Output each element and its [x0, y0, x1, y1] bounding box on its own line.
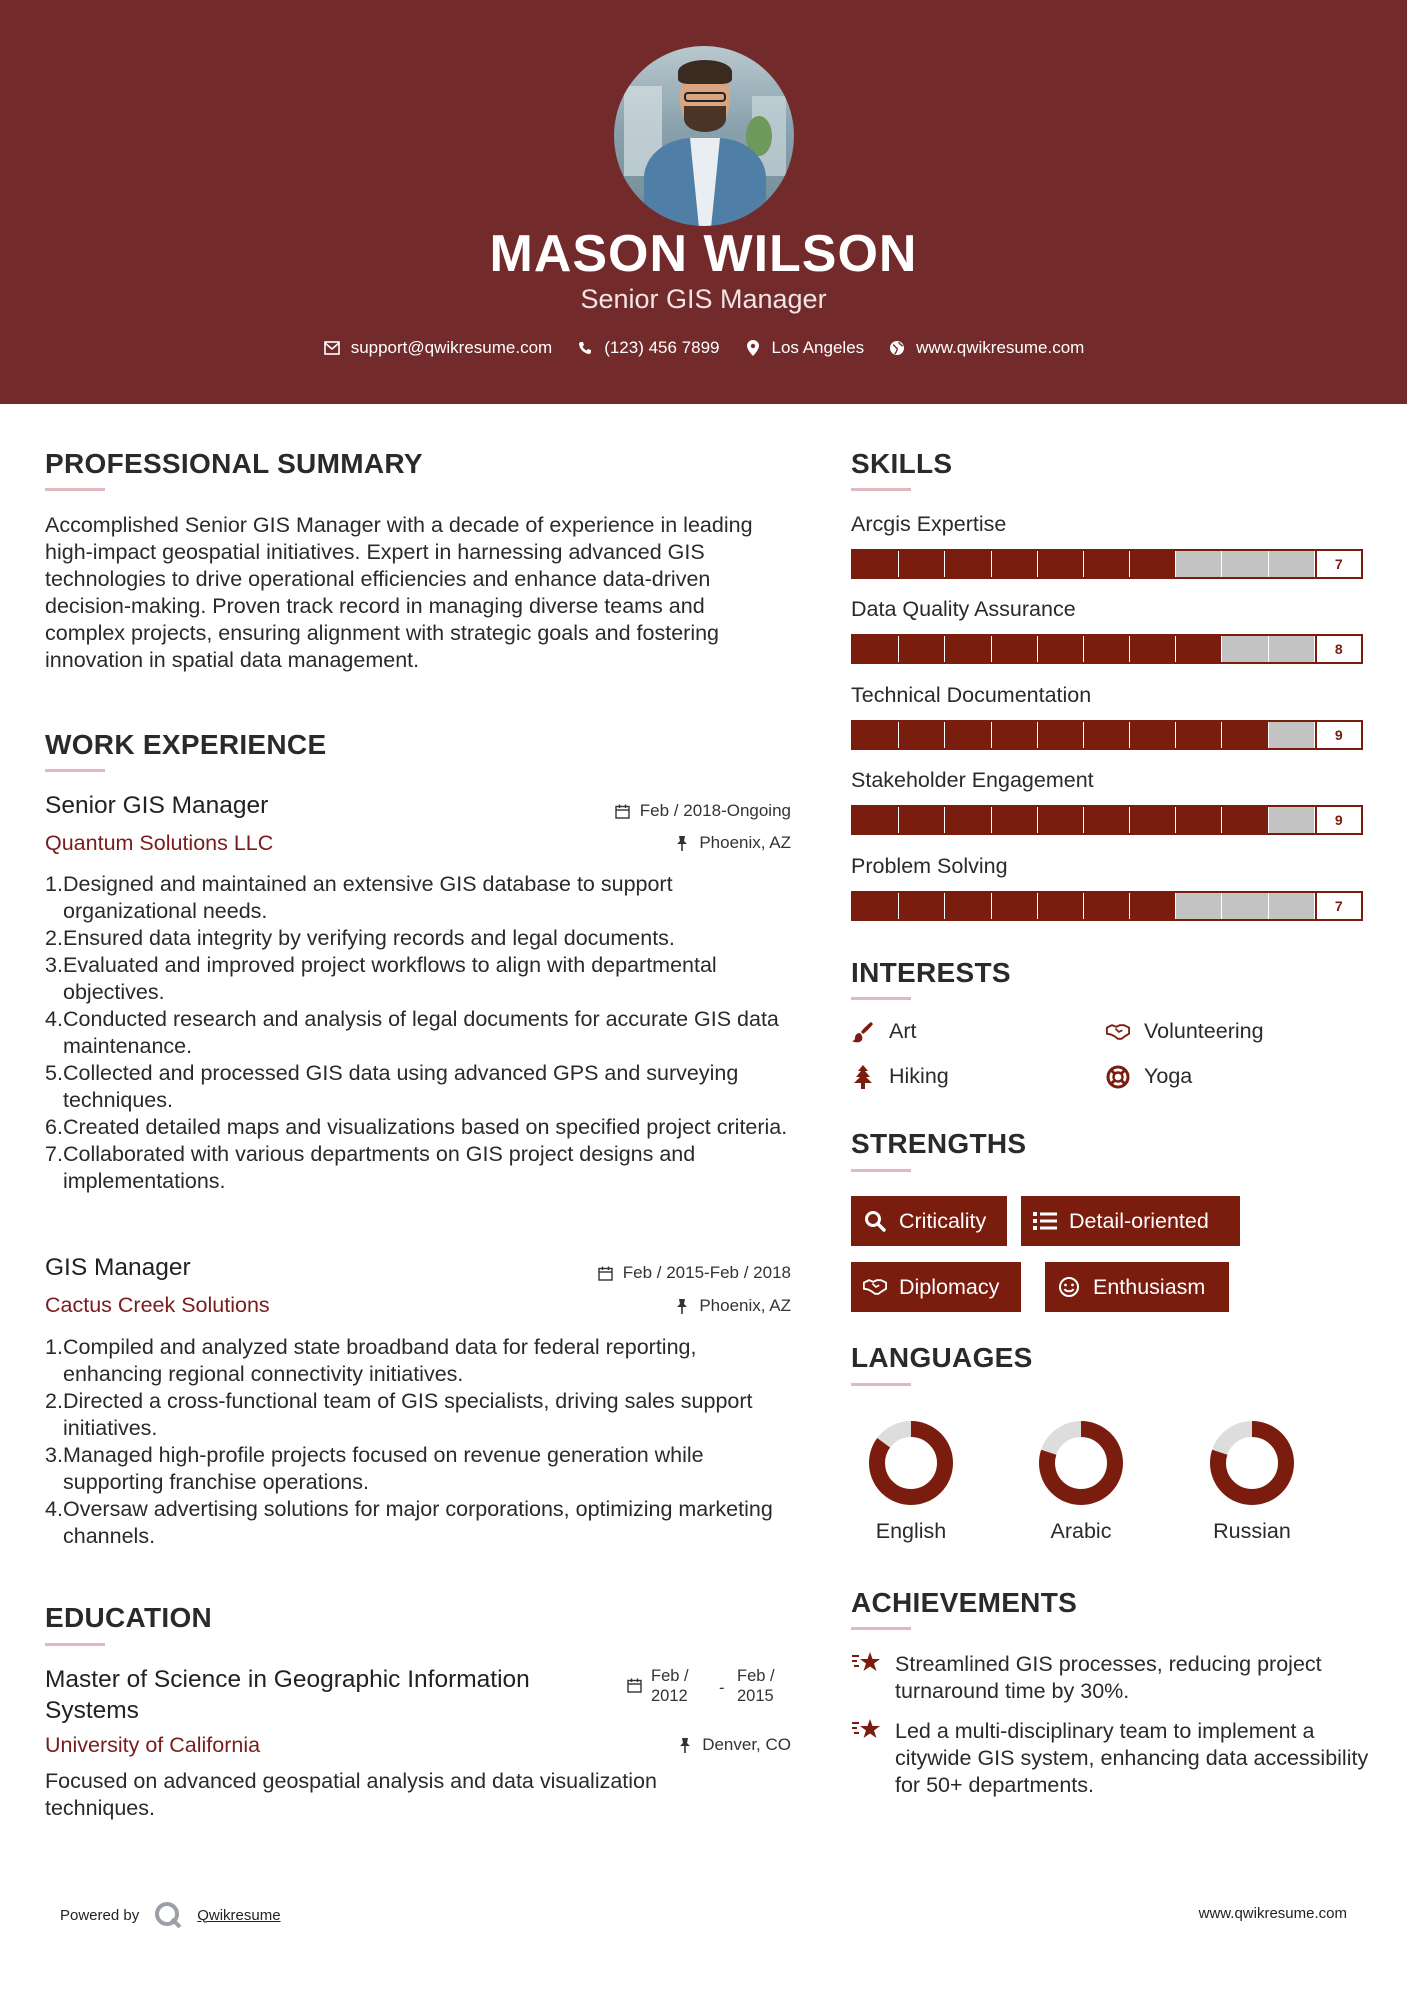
award-star-icon	[851, 1651, 881, 1675]
skill-segment	[945, 807, 991, 833]
language-label: English	[875, 1519, 947, 1543]
award-star-icon	[851, 1718, 881, 1742]
calendar-icon	[597, 1264, 615, 1282]
achievement-item	[851, 1651, 1371, 1705]
contact-bar	[0, 338, 1407, 358]
skill-segment	[945, 722, 991, 748]
envelope-icon	[323, 339, 341, 357]
skill-rating-bar	[851, 549, 1363, 579]
job-title: Senior GIS Manager	[45, 792, 269, 819]
skill-segment	[1084, 722, 1130, 748]
interests-underline	[851, 997, 911, 1000]
skill-segment	[899, 636, 945, 662]
skill-segment	[1038, 551, 1084, 577]
interest-label: Volunteering	[1144, 1019, 1264, 1043]
skill-segment	[1222, 893, 1268, 919]
paintbrush-icon	[851, 1020, 875, 1044]
skill-segment	[992, 807, 1038, 833]
list-item: 3. Managed high-profile projects focused on revenue generation while supporting franchise operations.	[45, 1443, 704, 1494]
education-underline	[45, 1643, 105, 1646]
skill-label: Arcgis Expertise	[851, 512, 1007, 536]
skill-segment	[1130, 893, 1176, 919]
skill-score: 9	[1315, 722, 1361, 748]
education-dates	[625, 1666, 795, 1706]
summary-text: Accomplished Senior GIS Manager with a decade of experience in leading high-impact geospatial initiatives. Expert in harnessing advanced GIS technologies to drive operational efficiencies and enhance data-driven decision-making. Proven track record in managing diverse teams and complex projects, ensuring alignment with strategic goals and fostering innovation in spatial data management.	[45, 513, 753, 672]
list-item: 2. Ensured data integrity by verifying records and legal documents.	[45, 926, 675, 950]
interest-label: Hiking	[889, 1064, 949, 1088]
skill-score: 9	[1315, 807, 1361, 833]
strength-badge	[851, 1196, 1007, 1246]
strength-label: Criticality	[899, 1208, 987, 1233]
education-end: Feb / 2015	[737, 1667, 775, 1705]
list-item: 7. Collaborated with various departments on GIS project designs and implementations.	[45, 1142, 696, 1193]
skill-segment	[853, 551, 899, 577]
achievements-underline	[851, 1627, 911, 1630]
contact-website[interactable]	[888, 338, 1084, 358]
education-start: Feb / 2012	[651, 1667, 689, 1705]
job-bullets	[45, 871, 797, 1195]
skill-segment	[899, 807, 945, 833]
job-company: Cactus Creek Solutions	[45, 1293, 270, 1317]
skill-score: 7	[1315, 551, 1361, 577]
language-item	[1182, 1418, 1322, 1544]
skill-segment	[992, 551, 1038, 577]
contact-email-text[interactable]: support@qwikresume.com	[350, 338, 553, 357]
interest-label: Art	[889, 1019, 917, 1043]
strength-badge	[1045, 1262, 1229, 1312]
skill-segment	[1269, 893, 1315, 919]
job-title: GIS Manager	[45, 1254, 191, 1281]
job-location	[500, 1296, 791, 1316]
interest-item	[1106, 1064, 1192, 1089]
skill-segment	[1130, 722, 1176, 748]
strengths-heading: STRENGTHS	[851, 1128, 1027, 1159]
lifebuoy-icon	[1106, 1065, 1130, 1089]
footer-website[interactable]: www.qwikresume.com	[1198, 1905, 1347, 1922]
skill-label: Technical Documentation	[851, 683, 1092, 707]
language-donut	[1207, 1418, 1297, 1508]
skill-segment	[1084, 636, 1130, 662]
strength-label: Detail-oriented	[1069, 1208, 1209, 1233]
skill-segment	[1176, 722, 1222, 748]
contact-location-text: Los Angeles	[771, 338, 865, 357]
education-location	[500, 1735, 791, 1755]
experience-heading: WORK EXPERIENCE	[45, 729, 327, 760]
contact-phone[interactable]	[576, 338, 719, 358]
job-dates-text: Feb / 2018-Ongoing	[639, 801, 791, 820]
pushpin-icon	[676, 1736, 694, 1754]
skill-rating-bar	[851, 720, 1363, 750]
language-donut	[866, 1418, 956, 1508]
contact-phone-text[interactable]: (123) 456 7899	[604, 338, 720, 357]
strength-label: Enthusiasm	[1093, 1274, 1206, 1299]
list-icon	[1033, 1209, 1057, 1233]
skill-score: 7	[1315, 893, 1361, 919]
skill-score: 8	[1315, 636, 1361, 662]
education-date-separator: -	[719, 1679, 725, 1697]
skill-segment	[1038, 636, 1084, 662]
search-icon	[863, 1209, 887, 1233]
interest-item	[1106, 1019, 1264, 1044]
achievement-item	[851, 1718, 1371, 1799]
skill-rating-bar	[851, 805, 1363, 835]
education-location-text: Denver, CO	[702, 1735, 791, 1754]
list-item: 1. Compiled and analyzed state broadband data for federal reporting, enhancing regional connectivity initiatives.	[45, 1335, 697, 1386]
skill-segment	[899, 722, 945, 748]
school-name: University of California	[45, 1733, 261, 1757]
calendar-icon	[614, 802, 632, 820]
skill-segment	[945, 551, 991, 577]
language-label: Arabic	[1050, 1519, 1112, 1543]
skill-segment	[1130, 807, 1176, 833]
skill-segment	[945, 893, 991, 919]
skill-segment	[1084, 893, 1130, 919]
skill-segment	[1269, 722, 1315, 748]
skill-label: Stakeholder Engagement	[851, 768, 1094, 792]
candidate-title: Senior GIS Manager	[580, 284, 827, 314]
skill-segment	[1176, 807, 1222, 833]
tree-icon	[851, 1065, 875, 1089]
skill-segment	[992, 722, 1038, 748]
list-item: 2. Directed a cross-functional team of GIS specialists, driving sales support initiatives.	[45, 1389, 753, 1440]
skill-segment	[992, 636, 1038, 662]
skill-rating-bar	[851, 634, 1363, 664]
interests-heading: INTERESTS	[851, 957, 1011, 988]
skill-segment	[1222, 551, 1268, 577]
education-description: Focused on advanced geospatial analysis and data visualization techniques.	[45, 1769, 657, 1820]
list-item: 1. Designed and maintained an extensive GIS database to support organizational needs.	[45, 872, 673, 923]
achievements-heading: ACHIEVEMENTS	[851, 1587, 1078, 1618]
languages-underline	[851, 1383, 911, 1386]
language-label: Russian	[1213, 1519, 1291, 1543]
candidate-name: MASON WILSON	[489, 225, 918, 283]
skill-segment	[1269, 551, 1315, 577]
calendar-icon	[625, 1676, 643, 1694]
pushpin-icon	[673, 834, 691, 852]
skill-label: Data Quality Assurance	[851, 597, 1076, 621]
skill-segment	[1130, 636, 1176, 662]
skill-segment	[1084, 807, 1130, 833]
powered-by-label: Powered by	[60, 1906, 140, 1924]
language-item	[841, 1418, 981, 1544]
skill-segment	[1222, 636, 1268, 662]
skill-segment	[1222, 807, 1268, 833]
education-heading: EDUCATION	[45, 1602, 213, 1633]
interest-item	[851, 1064, 949, 1089]
skills-underline	[851, 488, 911, 491]
resume-header	[0, 0, 1407, 404]
phone-icon	[576, 339, 594, 357]
footer-powered-by	[60, 1900, 281, 1930]
achievement-text: Led a multi-disciplinary team to implement a citywide GIS system, enhancing data accessibility for 50+ departments.	[895, 1719, 1369, 1797]
list-item: 6. Created detailed maps and visualizations based on specified project criteria.	[45, 1115, 788, 1139]
job-location-text: Phoenix, AZ	[699, 833, 791, 852]
skill-segment	[1176, 893, 1222, 919]
skill-segment	[853, 807, 899, 833]
job-dates	[500, 1263, 791, 1283]
job-dates	[500, 801, 791, 821]
summary-underline	[45, 488, 105, 491]
list-item: 4. Oversaw advertising solutions for major corporations, optimizing marketing channels.	[45, 1497, 773, 1548]
job-bullets	[45, 1334, 797, 1550]
summary-heading: PROFESSIONAL SUMMARY	[45, 448, 423, 479]
list-item: 5. Collected and processed GIS data using advanced GPS and surveying techniques.	[45, 1061, 739, 1112]
skill-label: Problem Solving	[851, 854, 1008, 878]
achievement-text: Streamlined GIS processes, reducing project turnaround time by 30%.	[895, 1652, 1322, 1703]
strength-label: Diplomacy	[899, 1274, 1000, 1299]
smile-icon	[1057, 1275, 1081, 1299]
skill-segment	[1130, 551, 1176, 577]
interest-label: Yoga	[1144, 1064, 1193, 1088]
strength-badge	[1021, 1196, 1240, 1246]
list-item: 3. Evaluated and improved project workflows to align with departmental objectives.	[45, 953, 717, 1004]
job-location-text: Phoenix, AZ	[699, 1296, 791, 1315]
skill-segment	[1084, 551, 1130, 577]
job-location	[500, 833, 791, 853]
languages-heading: LANGUAGES	[851, 1342, 1033, 1373]
skill-segment	[1222, 722, 1268, 748]
pushpin-icon	[673, 1297, 691, 1315]
job-company: Quantum Solutions LLC	[45, 831, 274, 855]
job-dates-text: Feb / 2015-Feb / 2018	[622, 1263, 791, 1282]
handshake-icon	[863, 1275, 887, 1299]
qwikresume-logo-icon	[153, 1900, 183, 1930]
list-item: 4. Conducted research and analysis of legal documents for accurate GIS data maintenance.	[45, 1007, 779, 1058]
skill-segment	[1038, 722, 1084, 748]
strengths-underline	[851, 1169, 911, 1172]
strength-badge	[851, 1262, 1021, 1312]
language-donut	[1036, 1418, 1126, 1508]
skill-segment	[1176, 636, 1222, 662]
experience-underline	[45, 769, 105, 772]
profile-photo	[614, 46, 794, 226]
skill-rating-bar	[851, 891, 1363, 921]
skill-segment	[1269, 636, 1315, 662]
qwikresume-link[interactable]: Qwikresume	[197, 1906, 281, 1924]
skill-segment	[1038, 807, 1084, 833]
language-item	[1011, 1418, 1151, 1544]
skill-segment	[1269, 807, 1315, 833]
globe-icon	[888, 339, 906, 357]
skill-segment	[853, 722, 899, 748]
skill-segment	[853, 893, 899, 919]
skill-segment	[1176, 551, 1222, 577]
skill-segment	[899, 893, 945, 919]
degree-title: Master of Science in Geographic Information Systems	[45, 1666, 530, 1724]
skill-segment	[945, 636, 991, 662]
handshake-icon	[1106, 1020, 1130, 1044]
contact-email[interactable]	[323, 338, 553, 358]
contact-website-text[interactable]: www.qwikresume.com	[916, 338, 1085, 357]
contact-location	[744, 338, 865, 358]
skill-segment	[992, 893, 1038, 919]
skill-segment	[899, 551, 945, 577]
interest-item	[851, 1019, 916, 1044]
skills-heading: SKILLS	[851, 448, 953, 479]
map-pin-icon	[744, 339, 762, 357]
skill-segment	[1038, 893, 1084, 919]
skill-segment	[853, 636, 899, 662]
